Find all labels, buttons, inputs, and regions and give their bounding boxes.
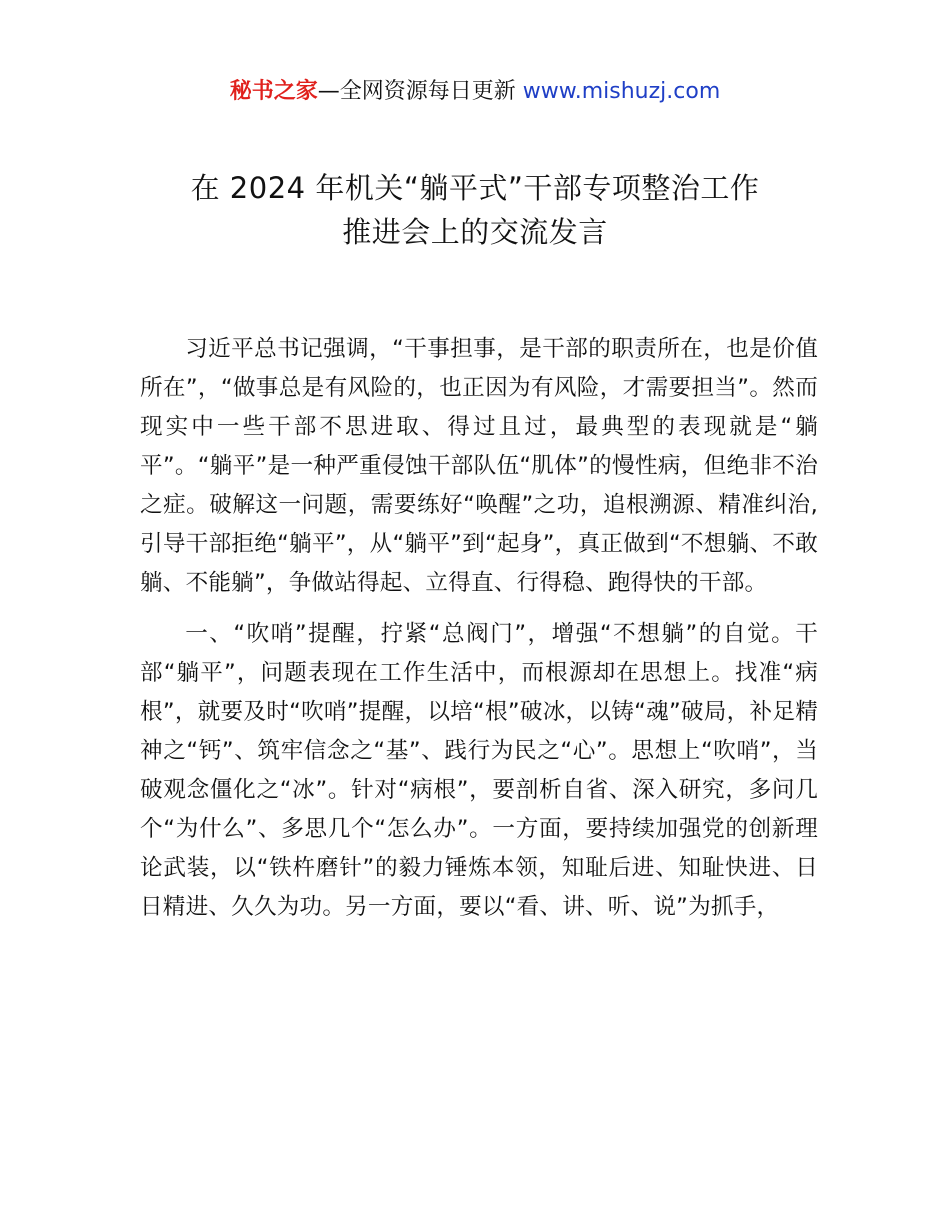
document-title [0, 166, 950, 254]
title-line-1: 在 2024 年机关“躺平式”干部专项整治工作 [190, 171, 760, 205]
paragraph-intro: 习近平总书记强调，“干事担事，是干部的职责所在，也是价值所在”，“做事总是有风险的，也正因为有风险，才需要担当”。然而现实中一些干部不思进取、得过且过，最典型的表现就是“躺平”。“躺平”是一种严重侵蚀干部队伍“肌体”的慢性病，但绝非不治之症。破解这一问题，需要练好“唤醒”之功，追根溯源、精准纠治,引导干部拒绝“躺平”，从“躺平”到“起身”，真正做到“不想躺、不敢躺、不能躺”，争做站得起、立得直、行得稳、跑得快的干部。 [140, 336, 818, 596]
title-line-2: 推进会上的交流发言 [342, 215, 608, 249]
paragraph-section-1: 一、“吹哨”提醒，拧紧“总阀门”，增强“不想躺”的自觉。干部“躺平”，问题表现在工作生活中，而根源却在思想上。找准“病根”，就要及时“吹哨”提醒，以培“根”破冰，以铸“魂”破局，补足精神之“钙”、筑牢信念之“基”、践行为民之“心”。思想上“吹哨”，当破观念僵化之“冰”。针对“病根”，要剖析自省、深入研究，多问几个“为什么”、多思几个“怎么办”。一方面，要持续加强党的创新理论武装，以“铁杵磨针”的毅力锤炼本领，知耻后进、知耻快进、日日精进、久久为功。另一方面，要以“看、讲、听、说”为抓手， [140, 621, 818, 920]
document-body [140, 330, 818, 939]
site-header [0, 76, 950, 108]
brand-name: 秘书之家 [229, 79, 318, 104]
site-url-link[interactable]: www.mishuzj.com [522, 79, 721, 104]
header-tagline: —全网资源每日更新 [317, 79, 523, 104]
